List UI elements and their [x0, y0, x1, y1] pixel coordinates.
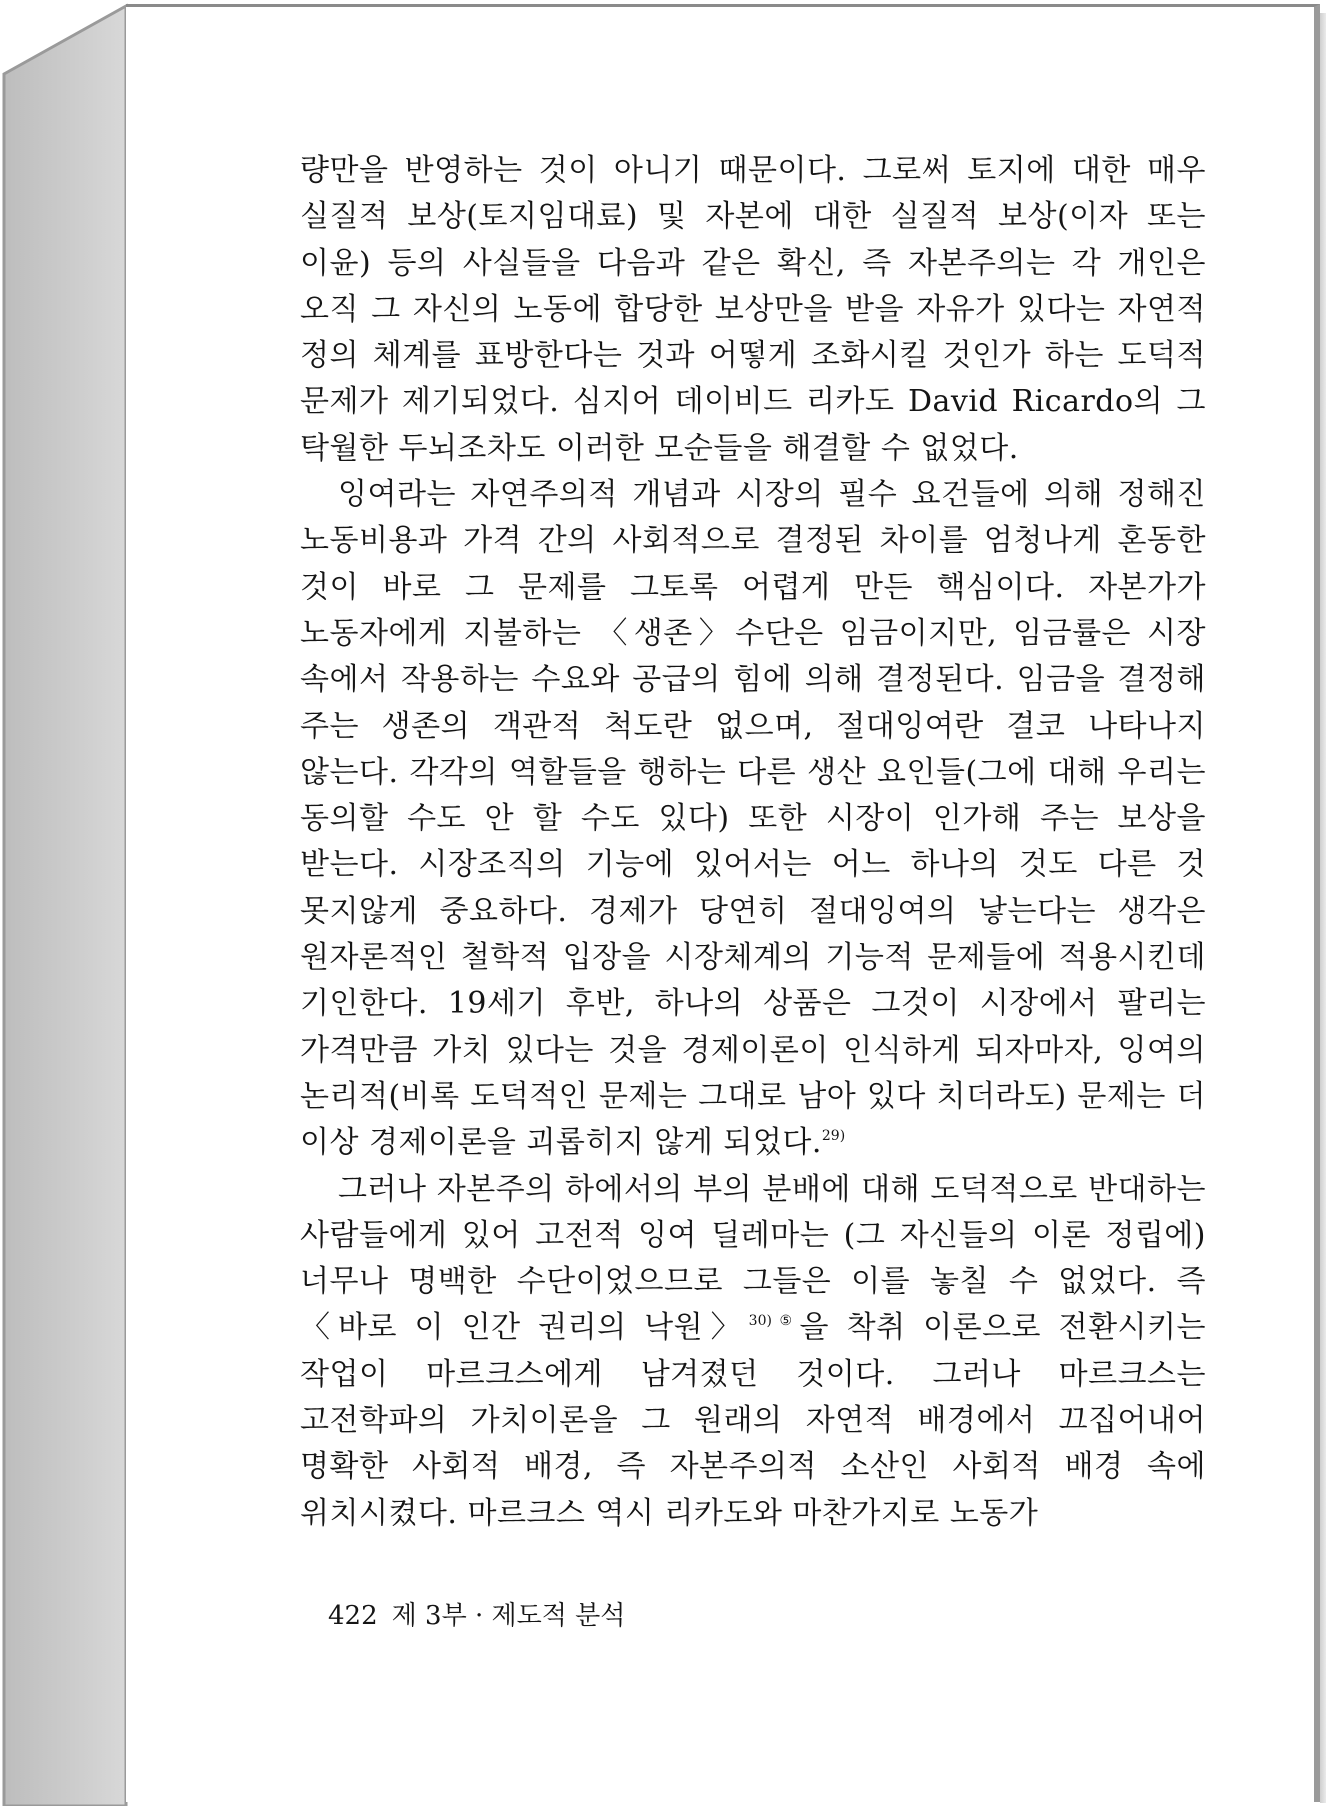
page-footer [328, 1595, 625, 1632]
paragraph-3-text-b: 을 착취 이론으로 전환시키는 작업이 마르크스에게 남겨졌던 것이다. 그러나 마르크스는 고전학파의 가치이론을 그 원래의 자연적 배경에서 끄집어내어 명확한 사회적 배경, 즉 자본주의적 소산인 사회적 배경 속에 위치시켰다. 마르크스 역시 리카도와 마찬가지로 노동가 [300, 1310, 1207, 1531]
book-spine [0, 0, 130, 1806]
paragraph-1-text: 량만을 반영하는 것이 아니기 때문이다. 그로써 토지에 대한 매우 실질적 보상(토지임대료) 및 자본에 대한 실질적 보상(이자 또는 이윤) 등의 사실들을 다음과 같은 확신, 즉 자본주의는 각 개인은 오직 그 자신의 노동에 합당한 보상만을 받을 자유가 있다는 자연적 정의 체계를 표방한다는 것과 어떻게 조화시킬 것인가 하는 도덕적 문제가 제기되었다. 심지어 데이비드 리카도 David Ricardo의 그 탁월한 두뇌조차도 이러한 모순들을 해결할 수 없었다. [300, 153, 1206, 466]
footnote-marker-29: 29) [821, 1128, 846, 1145]
paragraph-2 [300, 472, 1206, 1166]
footnote-marker-30: 30)⑤ [748, 1313, 800, 1330]
paragraph-3-text-a: 그러나 자본주의 하에서의 부의 분배에 대해 도덕적으로 반대하는 사람들에게 있어 고전적 잉여 딜레마는 (그 자신들의 이론 정립에) 너무나 명백한 수단이었으므로 그들은 이를 놓칠 수 없었다. 즉 〈바로 이 인간 권리의 낙원〉 [300, 1171, 1206, 1346]
page-number: 422 [328, 1601, 378, 1631]
paragraph-3 [300, 1167, 1206, 1537]
paragraph-2-text: 잉여라는 자연주의적 개념과 시장의 필수 요건들에 의해 정해진 노동비용과 가격 간의 사회적으로 결정된 차이를 엄청나게 혼동한 것이 바로 그 문제를 그토록 어렵게 만든 핵심이다. 자본가가 노동자에게 지불하는 〈생존〉수단은 임금이지만, 임금률은 시장 속에서 작용하는 수요와 공급의 힘에 의해 결정된다. 임금을 결정해 주는 생존의 객관적 척도란 없으며, 절대잉여란 결코 나타나지 않는다. 각각의 역할들을 행하는 다른 생산 요인들(그에 대해 우리는 동의할 수도 안 할 수도 있다) 또한 시장이 인가해 주는 보상을 받는다. 시장조직의 기능에 있어서는 어느 하나의 것도 다른 것 못지않게 중요하다. 경제가 당연히 절대잉여의 낳는다는 생각은 원자론적인 철학적 입장을 시장체계의 기능적 문제들에 적용시킨데 기인한다. 19세기 후반, 하나의 상품은 그것이 시장에서 팔리는 가격만큼 가치 있다는 것을 경제이론이 인식하게 되자마자, 잉여의 논리적(비록 도덕적인 문제는 그대로 남아 있다 치더라도) 문제는 더 이상 경제이론을 괴롭히지 않게 되었다. [300, 477, 1206, 1161]
paragraph-1 [300, 148, 1206, 472]
running-section-title: 제 3부 · 제도적 분석 [391, 1601, 626, 1631]
body-text [300, 148, 1206, 1537]
